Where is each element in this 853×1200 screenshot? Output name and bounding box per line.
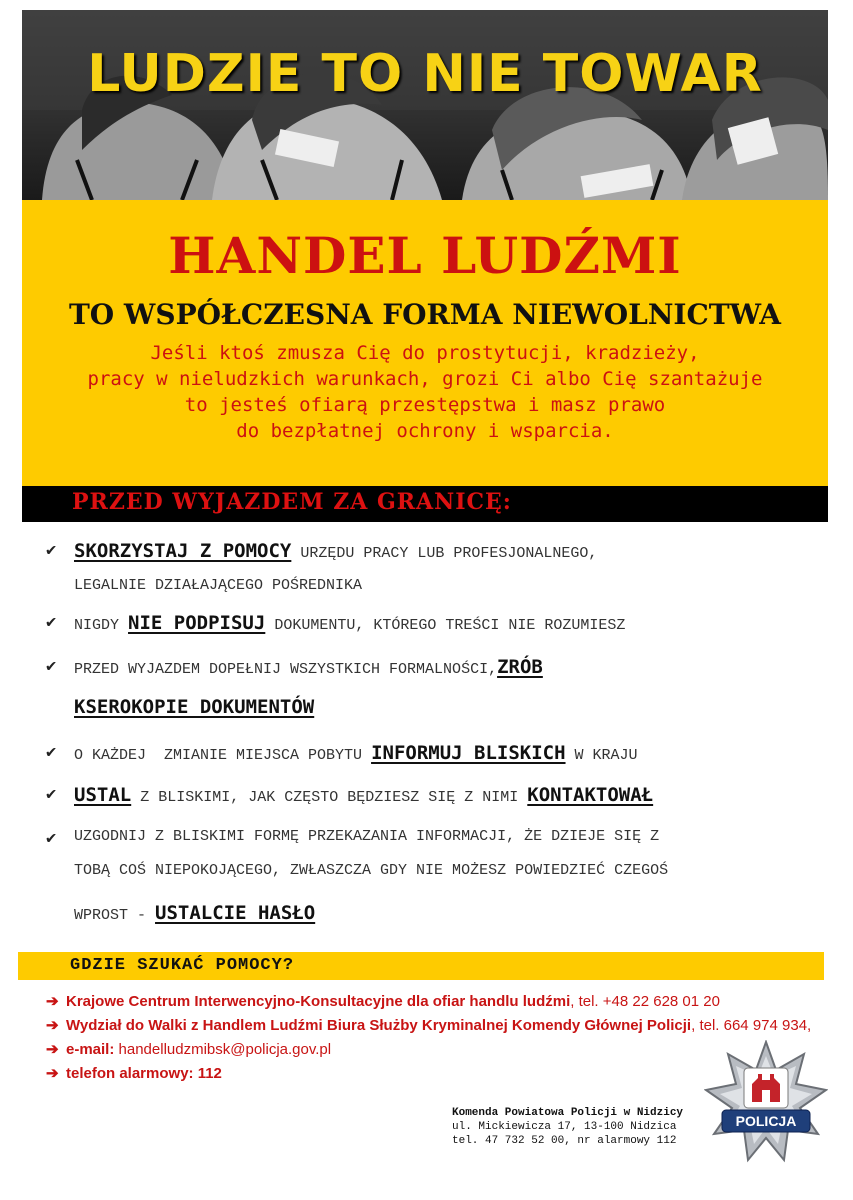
- tip-text: Z BLISKIMI, JAK CZĘSTO BĘDZIESZ SIĘ Z NIMI: [140, 789, 519, 806]
- footer-name: Komenda Powiatowa Policji w Nidzicy: [452, 1107, 684, 1119]
- intro-line: pracy w nieludzkich warunkach, grozi Ci albo Cię szantażuje: [87, 368, 763, 390]
- intro-line: to jesteś ofiarą przestępstwa i masz prawo: [184, 394, 666, 416]
- tip-text: TOBĄ COŚ NIEPOKOJĄCEGO, ZWŁASZCZA GDY NIE MOŻESZ POWIEDZIEĆ CZEGOŚ: [74, 862, 669, 879]
- tip-text: O KAŻDEJ ZMIANIE MIEJSCA POBYTU: [74, 747, 363, 764]
- contact-label: telefon alarmowy: 112: [66, 1065, 222, 1082]
- section-title: GDZIE SZUKAĆ POMOCY?: [70, 956, 295, 975]
- tip-text: URZĘDU PRACY LUB PROFESJONALNEGO,: [300, 545, 598, 562]
- footer-line: ul. Mickiewicza 17, 13-100 Nidzica: [452, 1121, 677, 1133]
- header-banner: [22, 10, 828, 200]
- check-mark-icon: ✔: [46, 658, 57, 677]
- section-bar-before-trip: [22, 486, 828, 522]
- check-mark-icon: ✔: [46, 830, 57, 849]
- email-link[interactable]: handelludzmibsk@policja.gov.pl: [114, 1041, 332, 1058]
- contact-item: [46, 1064, 222, 1082]
- tip-text: UZGODNIJ Z BLISKIMI FORMĘ PRZEKAZANIA INFORMACJI, ŻE DZIEJE SIĘ Z: [74, 828, 660, 845]
- subheadline: TO WSPÓŁCZESNA FORMA NIEWOLNICTWA: [68, 298, 782, 331]
- footer-address: [452, 1106, 683, 1148]
- emphasis: USTAL: [74, 784, 132, 806]
- check-mark-icon: ✔: [46, 744, 57, 763]
- police-star-badge: [704, 1040, 828, 1164]
- contact-name: Wydział do Walki z Handlem Ludźmi Biura Służby Kryminalnej Komendy Głównej Policji: [66, 1017, 692, 1034]
- emphasis: NIE PODPISUJ: [128, 612, 266, 634]
- banner-photo: [22, 10, 828, 200]
- contact-item: [46, 1016, 811, 1034]
- tip-text: NIGDY: [74, 617, 120, 634]
- emphasis: INFORMUJ BLISKICH: [371, 742, 566, 764]
- contact-phone: , tel. +48 22 628 01 20: [570, 993, 720, 1010]
- red-arrow-icon: ➔: [46, 1041, 59, 1058]
- intro-panel: [22, 200, 828, 486]
- check-mark-icon: ✔: [46, 614, 57, 633]
- tip-text: DOKUMENTU, KTÓREGO TREŚCI NIE ROZUMIESZ: [274, 617, 626, 634]
- footer-line: tel. 47 732 52 00, nr alarmowy 112: [452, 1135, 677, 1147]
- intro-line: Jeśli ktoś zmusza Cię do prostytucji, kradzieży,: [150, 342, 700, 364]
- badge-label: POLICJA: [735, 1113, 797, 1129]
- section-title: PRZED WYJAZDEM ZA GRANICĘ:: [72, 489, 512, 515]
- headline: HANDEL LUDŹMI: [168, 226, 682, 285]
- emphasis: KSEROKOPIE DOKUMENTÓW: [74, 696, 315, 718]
- red-arrow-icon: ➔: [46, 1017, 59, 1034]
- emphasis: KONTAKTOWAŁ: [527, 784, 654, 806]
- section-bar-help: [18, 952, 824, 980]
- contact-item: [46, 1040, 331, 1058]
- emphasis: ZRÓB: [497, 656, 543, 678]
- intro-line: do bezpłatnej ochrony i wsparcia.: [236, 420, 614, 442]
- tip-text: WPROST -: [74, 907, 147, 924]
- contact-phone: , tel. 664 974 934,: [691, 1017, 812, 1034]
- contact-item: [46, 992, 720, 1010]
- red-arrow-icon: ➔: [46, 1065, 59, 1082]
- intro-text: [22, 340, 828, 444]
- check-mark-icon: ✔: [46, 542, 57, 561]
- contact-name: Krajowe Centrum Interwencyjno-Konsultacyjne dla ofiar handlu ludźmi: [66, 993, 571, 1010]
- emphasis: SKORZYSTAJ Z POMOCY: [74, 540, 292, 562]
- contact-label: e-mail:: [66, 1041, 115, 1058]
- banner-title: LUDZIE TO NIE TOWAR: [87, 44, 763, 104]
- tip-text: W KRAJU: [574, 747, 638, 764]
- emphasis: USTALCIE HASŁO: [155, 902, 316, 924]
- red-arrow-icon: ➔: [46, 993, 59, 1010]
- check-mark-icon: ✔: [46, 786, 57, 805]
- tip-text: LEGALNIE DZIAŁAJĄCEGO POŚREDNIKA: [74, 577, 363, 594]
- tip-text: PRZED WYJAZDEM DOPEŁNIJ WSZYSTKICH FORMALNOŚCI,: [74, 661, 498, 678]
